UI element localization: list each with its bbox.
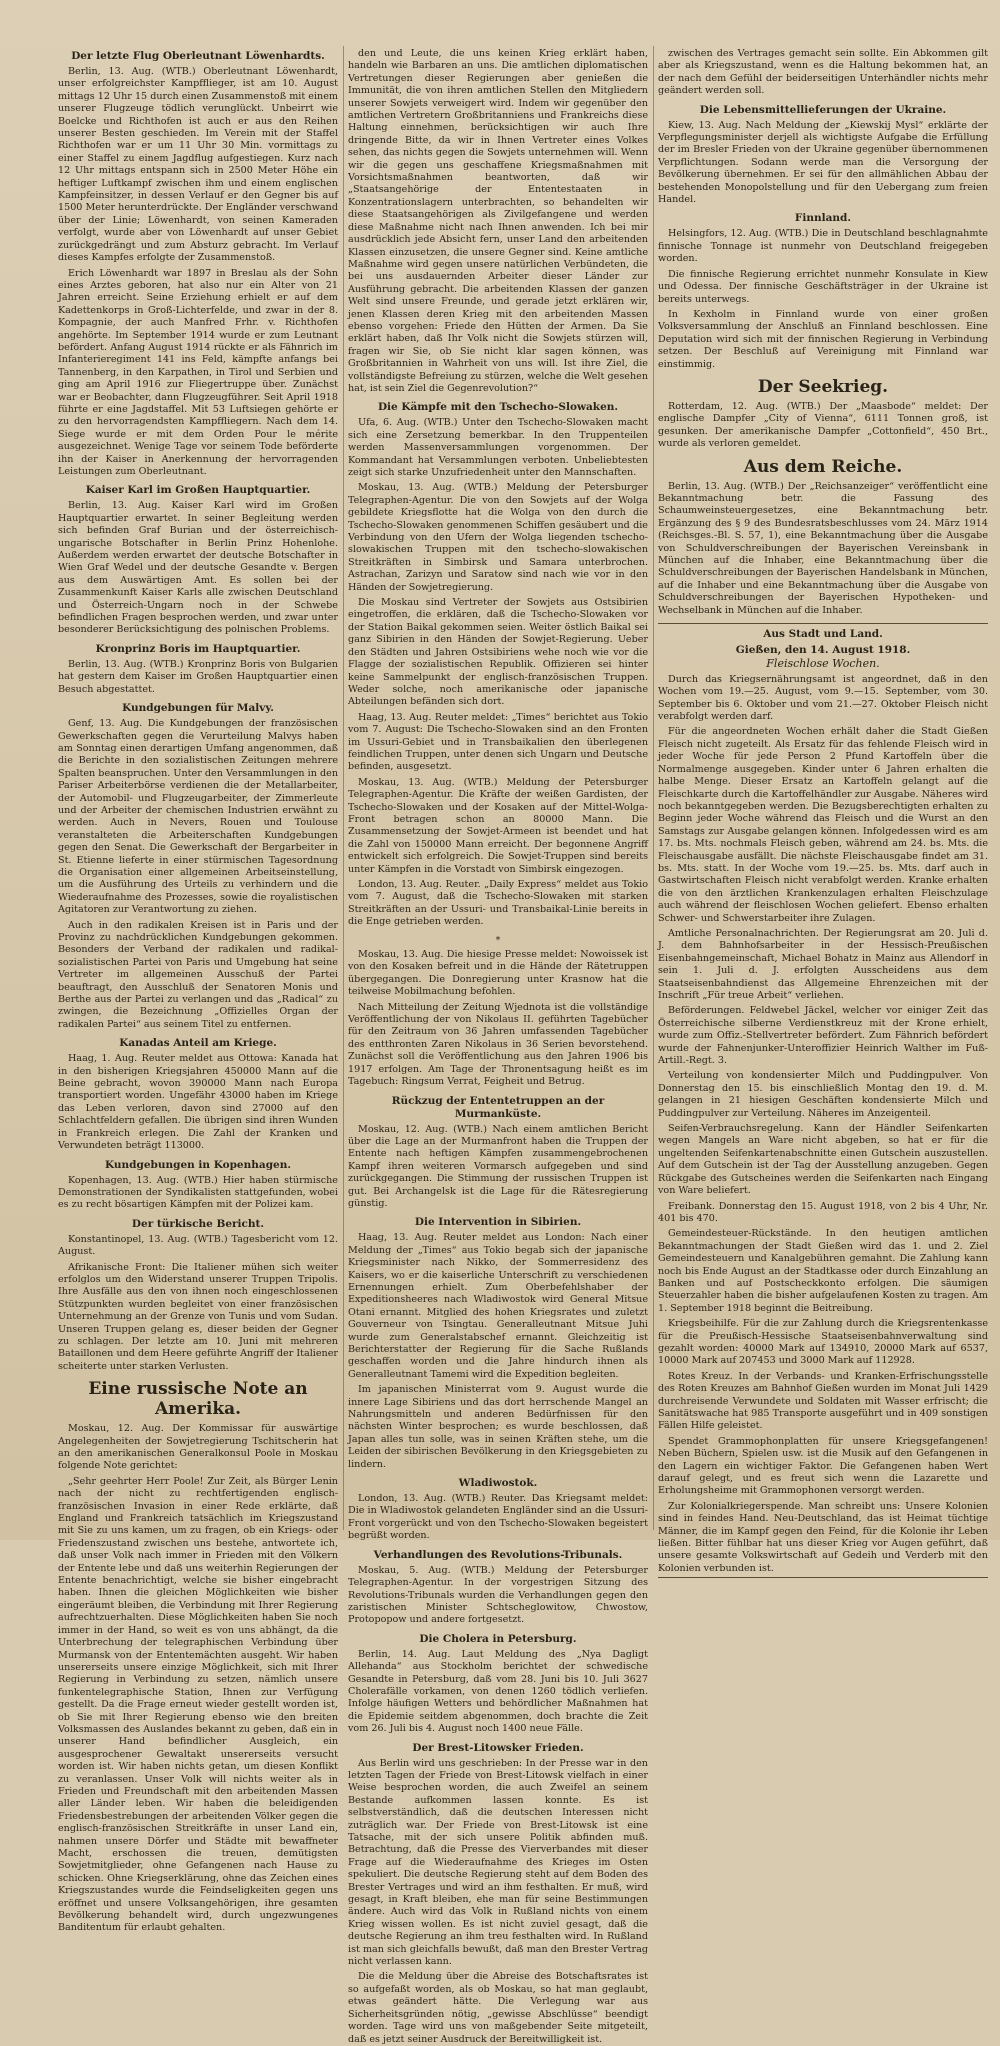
article-dateline: Gießen, den 14. August 1918.: [735, 644, 911, 657]
article: [658, 104, 988, 207]
article-title: Aus dem Reiche.: [743, 456, 903, 477]
article-paragraph: Rotterdam, 12. Aug. (WTB.) Der „Maasbode“ meldet: Der englische Dampfer „City of Vienna“, 6111 Tonnen groß, ist gesunken. Der amerikanische Dampfer „Cottonfield“, 450 Brt., wurde als verloren gemeldet.: [658, 400, 988, 450]
article: [658, 48, 988, 98]
article-paragraph: Berlin, 13. Aug. Kaiser Karl wird im Großen Hauptquartier erwartet. In seiner Begleitung werden sich befinden Graf Burian und der österreichisch-ungarische Botschafter in Berlin Prinz Hohenlohe. Außerdem werden erwartet der deutsche Botschafter in Wien Graf Wedel und der deutsche Gesandte v. Bergen aus dem Auswärtigen Amt. Es sollen bei der Zusammenkunft Kaiser Karls alle zwischen Deutschland und Österreich-Ungarn noch in der Schwebe befindlichen Fragen besprochen werden, und zwar unter besonderer Berücksichtigung des polnischen Problems.: [58, 500, 338, 636]
article-title: Verhandlungen des Revolutions-Tribunals.: [373, 1548, 623, 1561]
column-3: [658, 48, 988, 1574]
article-paragraph: Gemeindesteuer-Rückstände. In den heutigen amtlichen Bekanntmachungen der Stadt Gießen wird das 1. und 2. Ziel Gemeindesteuern und Kanalgebühren gemahnt. Die Zahlung kann noch bis Ende August an der Stadtkasse oder durch Einzahlung an Banken und auf Postscheckkonto erfolgen. Die säumigen Steuerzahler haben die bisher aufgelaufenen Kosten zu tragen. Am 1. September 1918 beginnt die Beitreibung.: [658, 1228, 988, 1314]
article-title: Finnland.: [794, 212, 852, 225]
article-paragraph: Im japanischen Ministerrat vom 9. August wurde die innere Lage Sibiriens und das dort herrschende Mangel an Nahrungsmitteln und anderen Bedürfnissen für den nächsten Winter besprochen; es wurde beschlossen, daß Japan alles tun solle, was in seinen Kräften stehe, um die Leiden der sibirischen Bevölkerung in den Kriegsgebieten zu lindern.: [348, 1384, 648, 1470]
article-paragraph: Beförderungen. Feldwebel Jäckel, welcher vor einiger Zeit das Österreichische silberne Verdienstkreuz mit der Krone erhielt, wurde zum Offiz.-Stellvertreter befördert. Zum Fähnrich befördert wurde der Fahnenjunker-Unteroffizier Heinrich Walther im Fuß-Artill.-Regt. 3.: [658, 1005, 988, 1067]
article-title: Der türkische Bericht.: [131, 1217, 265, 1230]
article: [348, 48, 648, 395]
article-paragraph: London, 13. Aug. Reuter. „Daily Express“ meldet aus Tokio vom 7. August, daß die Tschecho-Slowaken mit starken Streitkräften an der Ussuri- und Transbaikal-Linie bereits in die Enge getrieben werden.: [348, 879, 648, 928]
article-paragraph: Durch das Kriegsernährungsamt ist angeordnet, daß in den Wochen vom 19.—25. August, vom 9.—15. September, vom 30. September bis 6. Oktober und vom 21.—27. Oktober Fleisch nicht verabfolgt werden darf.: [658, 673, 988, 723]
article: [58, 484, 338, 636]
article-paragraph: zwischen des Vertrages gemacht sein sollte. Ein Abkommen gilt aber als Kriegszustand, wenn es die Haltung bekommen hat, an der nach dem Gefühl der beiderseitigen Unterhändler nichts mehr geändert werden soll.: [658, 48, 988, 97]
column-rule: [653, 46, 654, 1530]
article: [658, 212, 988, 370]
article-paragraph: Nach Mitteilung der Zeitung Wjednota ist die vollständige Veröffentlichung der von Nikolaus II. geführten Tagebücher für den Zeitraum von 36 Jahren umfassenden Tagebücher des entthronten Zaren Nikolaus in 36 Serien bevorstehend. Zunächst soll die Veröffentlichung aus den Jahren 1906 bis 1917 erfolgen. Am Tage der Thronentsagung heißt es im Tagebuch: Ringsum Verrat, Feigheit und Betrug.: [348, 1001, 648, 1088]
article-title: Die Intervention in Sibirien.: [414, 1216, 582, 1229]
article: [58, 643, 338, 696]
article-paragraph: Moskau, 5. Aug. (WTB.) Meldung der Petersburger Telegraphen-Agentur. In der vorgestrigen Sitzung des Revolutions-Tribunals wurden die Verhandlungen gegen den zaristischen Minister Schtscheglowitow, Chwostow, Protopopow und andere fortgesetzt.: [348, 1564, 648, 1626]
article: [348, 1549, 648, 1627]
article-paragraph: Haag, 13. Aug. Reuter meldet aus London: Nach einer Meldung der „Times“ aus Tokio begab sich der japanische Kriegsminister nach Nikko, der Sommerresidenz des Kaisers, wo er die kaiserliche Unterschrift zu verschiedenen Ernennungen erhielt. Zum Oberbefehlshaber der Expeditionsheeres nach Wladiwostok wird General Mitsue Otani ernannt. Mitglied des hohen Kriegsrates und zuletzt Gouverneur von Tsingtau. Generalleutnant Mitsue Juhi wurde zum Generalstabschef ernannt. Gleichzeitig ist Berichterstatter der Regierung für die Sache Rußlands geschaffen worden und die Jahre hindurch ihnen als Generalleutnant Tamemi wird die Expedition begleiten.: [348, 1232, 648, 1380]
article-title: Der Brest-Litowsker Frieden.: [412, 1741, 584, 1754]
article-title: Kundgebungen in Kopenhagen.: [104, 1158, 292, 1171]
article: [348, 1742, 648, 2046]
article: [658, 623, 988, 1578]
article: [58, 1159, 338, 1212]
article-paragraph: den und Leute, die uns keinen Krieg erklärt haben, handeln wie Barbaren an uns. Die amtlichen diplomatischen Vertretungen dieser Regierungen aber genießen die Immunität, die von ihren amtlichen Stellen den Mitgliedern unserer Sowjets verweigert wird. Indem wir gegenüber den amtlichen Vertretern Großbritanniens und Frankreichs diese Haltung einnehmen, berücksichtigen wir auch Ihre dringende Bitte, da wir in Ihnen Vertreter eines Volkes sehen, das nichts gegen die Sowjets unternehmen will. Wenn wir die gegen uns geschaffene Kriegsmaßnahmen mit Vorsichtsmaßnahmen beantworten, daß wir „Staatsangehörige der Ententestaaten in Konzentrationslagern unterbrachten, so behandelten wir diese Staatsangehörigen als Zivilgefangene und werden diese Maßnahme nicht nach Ihnen anwenden. Ich bei mir ausdrücklich jede Absicht fern, unser Land den arbeitenden Klassen einzusetzen, die unsere Gegner sind. Keine amtliche Maßnahme wird gegen unsere natürlichen Verbündeten, die bei uns ausdauernden Arbeiter dieser Länder zur Ausführung gebracht. Die arbeitenden Klassen der ganzen Welt sind unsere Freunde, und gerade jetzt erklären wir, jenen Klassen deren Krieg mit den arbeitenden Massen ebenso vorgehen: Friede den Hütten der Armen. Da Sie erklärt haben, daß Ihr Volk nicht die Sowjets stürzen will, fragen wir Sie, ob Sie nicht klar sagen können, was Großbritannien in Wahrheit von uns will. Ist ihre Ziel, die vollständigste Befreiung zu stürzen, welche die Welt gesehen hat, ist sein Ziel die Gegenrevolution?“: [348, 48, 648, 394]
article: [58, 702, 338, 1031]
article-title: Die Kämpfe mit den Tschecho-Slowaken.: [377, 401, 619, 414]
section-divider: *: [495, 935, 501, 946]
article-paragraph: Berlin, 13. Aug. (WTB.) Kronprinz Boris von Bulgarien hat gestern dem Kaiser im Großen Hauptquartier einen Besuch abgestattet.: [58, 658, 338, 695]
article-paragraph: Kriegsbeihilfe. Für die zur Zahlung durch die Kriegsrentenkasse für die Preußisch-Hessische Staatseisenbahnverwaltung sind gezahlt worden: 40000 Mark auf 134910, 20000 Mark auf 6537, 10000 Mark auf 207453 und 3000 Mark auf 112928.: [658, 1318, 988, 1367]
article: [348, 1477, 648, 1543]
article-paragraph: Afrikanische Front: Die Italiener mühen sich weiter erfolglos um den Widerstand unserer Truppen Tripolis. Ihre Ausfälle aus den von ihnen noch eingeschlossenen Stützpunkten wurden begleitet von einer französischen Unternehmung an der Grenze von Tunis und vom Sudan. Unseren Truppen gelang es, dieser beiden der Gegner zu schlagen. Der letzte am 10. Juni mit mehreren Bataillonen und dem Heere geführte Angriff der Italiener scheiterte unter starken Verlusten.: [58, 1261, 338, 1372]
article: [658, 457, 988, 617]
article-title: Kaiser Karl im Großen Hauptquartier.: [85, 484, 311, 497]
article-paragraph: Haag, 1. Aug. Reuter meldet aus Ottowa: Kanada hat in den bisherigen Kriegsjahren 450000 Mann auf die Beine gebracht, wovon 390000 Mann nach Europa transportiert worden. Ungefähr 43000 haben im Kriege das Leben verloren, davon sind 27000 auf den Schlachtfeldern gefallen. Die übrigen sind ihren Wunden in Frankreich erlegen. Die Zahl der Kranken und Verwundeten beträgt 113000.: [58, 1053, 338, 1152]
article-title: Die Lebensmittellieferungen der Ukraine.: [699, 103, 947, 116]
article-paragraph: Kopenhagen, 13. Aug. (WTB.) Hier haben stürmische Demonstrationen der Syndikalisten stattgefunden, wobei es zu recht bösartigen Kämpfen mit der Polizei kam.: [58, 1174, 338, 1211]
article-paragraph: Genf, 13. Aug. Die Kundgebungen der französischen Gewerkschaften gegen die Verurteilung Malvys haben am Sonntag einen derartigen Umfang angenommen, daß die Berichte in den sozialistischen Zeitungen mehrere Spalten beanspruchen. Unter den Versammlungen in den Pariser Arbeiterbörse verdienen die der Metallarbeiter, der Automobil- und Flugzeugarbeiter, der Zimmerleute und der Arbeiter der chemischen Industrien erwähnt zu werden. Auch in Nevers, Rouen und Toulouse veranstalteten die Arbeiterschaften Kundgebungen gegen den Senat. Die Gewerkschaft der Bergarbeiter in St. Etienne lieferte in einer stürmischen Tagesordnung die Organisation einer allgemeinen Arbeitseinstellung, um die Ausführung des Urteils zu verhindern und die Wiederaufnahme des Prozesses, sowie die royalistischen Agitatoren zur Verantwortung zu ziehen.: [58, 718, 338, 916]
article-paragraph: Berlin, 14. Aug. Laut Meldung des „Nya Dagligt Allehanda“ aus Stockholm berichtet der schwedische Gesandte in Petersburg, daß vom 28. Juni bis 10. Juli 3627 Cholerafälle vorkamen, von denen 1260 tödlich verliefen. Infolge häufigen Wetters und behördlicher Maßnahmen hat die Epidemie seitdem abgenommen, doch brachte die Zeit vom 26. Juli bis 4. August noch 1400 neue Fälle.: [348, 1648, 648, 1735]
article-paragraph: Die Moskau sind Vertreter der Sowjets aus Ostsibirien eingetroffen, die erklären, daß die Tschecho-Slowaken vor der Station Baikal gekommen seien. Weiter östlich Baikal sei ganz Sibirien in den Händen der Sowjet-Regierung. Ueber den Städten und Jahren Ostsibiriens wehe noch wie vor die Flagge der sozialistischen Republik. Offizieren sei hinter keine Sammelpunkt der englisch-französischen Truppen. Weder solche, noch amerikanische oder japanische Abteilungen befänden sich dort.: [348, 597, 648, 708]
article-title: Rückzug der Ententetruppen an der Murmanküste.: [391, 1094, 605, 1120]
article-paragraph: Haag, 13. Aug. Reuter meldet: „Times“ berichtet aus Tokio vom 7. August: Die Tschecho-Slowaken sind an den Fronten im Ussuri-Gebiet und in Transbaikalien den überlegenen feindlichen Truppen, unter denen sich Ungarn und Deutsche befinden, ausgesetzt.: [348, 711, 648, 773]
article: [58, 1218, 338, 1373]
column-rule: [343, 46, 344, 1530]
article: [348, 1095, 648, 1211]
article-title: Der letzte Flug Oberleutnant Löwenhardts.: [71, 50, 325, 62]
article: [58, 1037, 338, 1152]
article-paragraph: Für die angeordneten Wochen erhält daher die Stadt Gießen Fleisch nicht zugeteilt. Als Ersatz für das fehlende Fleisch wird in jeder Woche für jede Person 2 Pfund Kartoffeln über die Normalmenge ausgegeben. Kinder unter 6 Jahren erhalten die halbe Menge. Dieser Ersatz an Kartoffeln gelangt auf die Fleischkarte durch die Kartoffelhändler zur Ausgabe. Näheres wird noch bekanntgegeben werden. Die Bezugsberechtigten erhalten zu Beginn jeder Woche während das Fleisch und die Wurst an den Samstags zur Ausgabe gelangen können. Infolgedessen wird es am 17. bs. Mts. nochmals Fleisch geben, während am 24. bs. Mts. die Fleischausgabe ausfällt. Die nächste Fleischausgabe findet am 31. bs. Mts. statt. In der Woche vom 19.—25. bs. Mts. darf auch in Gastwirtschaften Fleisch nicht verabfolgt werden. Kranke erhalten die von den ärztlichen Krankenzulagen erhalten Fleischzulage auch während der fleischlosen Wochen geliefert. Ebenso erhalten Schwer- und Schwerstarbeiter ihre Zulagen.: [658, 726, 988, 924]
article-paragraph: Freibank. Donnerstag den 15. August 1918, von 2 bis 4 Uhr, Nr. 401 bis 470.: [658, 1200, 988, 1224]
column-1: [58, 48, 338, 1934]
article-paragraph: Die die Meldung über die Abreise des Botschaftsrates ist so aufgefaßt worden, als ob Moskau, so hat man geglaubt, etwas geändert hätte. Die Verlegung war aus Sicherheitsgründen nötig, „gewisse Abschlüsse“ beendigt worden. Tage wird uns von maßgebender Seite mitgeteilt, daß es jetzt seiner Ausdruck der Bereitwilligkeit ist.: [348, 1971, 648, 2045]
column-2: [348, 48, 648, 2045]
article-paragraph: Verteilung von kondensierter Milch und Puddingpulver. Von Donnerstag den 15. bis einschließlich Montag den 19. d. M. gelangen in 21 hiesigen Geschäften kondensierte Milch und Puddingpulver zur Verteilung. Näheres im Anzeigenteil.: [658, 1070, 988, 1119]
article: [58, 50, 338, 478]
article-paragraph: Die finnische Regierung errichtet nunmehr Konsulate in Kiew und Odessa. Der finnische Geschäftsträger in der Ukraine ist bereits unterwegs.: [658, 268, 988, 305]
article-paragraph: Zur Kolonialkriegerspende. Man schreibt uns: Unsere Kolonien sind in feindes Hand. Neu-Deutschland, das ist Heimat tüchtige Männer, die im Kampf gegen den Feind, für die Kolonie ihr Leben ließen. Bitter fühlbar hat uns dieser Krieg vor Augen geführt, daß unsere gesamte Volkswirtschaft auf Gedeih und Verderb mit den Kolonien verbunden ist.: [658, 1500, 988, 1574]
article-title: Die Cholera in Petersburg.: [419, 1632, 577, 1645]
article-paragraph: Seifen-Verbrauchsregelung. Kann der Händler Seifenkarten wegen Mangels an Ware nicht abgeben, so hat er für die ungeltenden Seifenkartenabschnitte einen Gutschein auszustellen. Auf dem Gutschein ist der Tag der Ausstellung anzugeben. Gegen Rückgabe des Gutscheines werden die Seifenkarten nach Eingang von Ware beliefert.: [658, 1123, 988, 1197]
article-paragraph: Moskau, 13. Aug. (WTB.) Meldung der Petersburger Telegraphen-Agentur. Die Kräfte der weißen Gardisten, der Tschecho-Slowaken und der Kosaken auf der Mittel-Wolga-Front betragen schon an 80000 Mann. Die Zusammensetzung der Sowjet-Armeen ist beendet und hat die Zahl von 150000 Mann erreicht. Der begonnene Angriff entwickelt sich erfolgreich. Die Sowjet-Truppen sind bereits unter Kämpfen in die Vorstadt von Simbirsk eingezogen.: [348, 776, 648, 875]
article: [348, 401, 648, 928]
article-title: Wladiwostok.: [458, 1477, 538, 1490]
article: [658, 377, 988, 451]
article-paragraph: Spendet Grammophonplatten für unsere Kriegsgefangenen! Neben Büchern, Spielen usw. ist die Musik auf den Gefangenen in den Lagern ein wichtiger Faktor. Die Gefangenen haben Wert darauf gelegt, und es freut sich wenn die Lazarette und Erholungsheime mit Grammophonen versorgt werden.: [658, 1435, 988, 1497]
article-paragraph: Auch in den radikalen Kreisen ist in Paris und der Provinz zu nachdrücklichen Kundgebungen gekommen. Besonders der Verband der radikalen und radikal-sozialistischen Partei von Paris und Umgebung hat seine Vertreter im allgemeinen Ausschuß der Partei beauftragt, den Ausschluß der Senatoren Monis und Berthe aus der Partei zu verlangen und das „Radical“ zu zwingen, die Bezeichnung „Offizielles Organ der radikalen Partei“ aus seinem Titel zu entfernen.: [58, 919, 338, 1030]
article-paragraph: Moskau, 13. Aug. Die hiesige Presse meldet: Nowoissek ist von den Kosaken befreit und in die Hände der Rätetruppen übergegangen. Die Donregierung unter Krasnow hat die teilweise Mobilmachung befohlen.: [348, 949, 648, 998]
article-title: Kronprinz Boris im Hauptquartier.: [95, 642, 301, 655]
article-paragraph: Berlin, 13. Aug. (WTB.) Oberleutnant Löwenhardt, unser erfolgreichster Kampfflieger, ist am 10. August mittags 12 Uhr 15 durch einen Zusammenstoß mit einem unserer Flugzeuge tödlich verunglückt. Unbeirrt wie Boelcke und Richthofen ist auch er aus den Reihen unserer Besten geschieden. Im Verein mit der Staffel Richthofen war er um 11 Uhr 30 Min. vormittags zu einer Staffel zu einem Jagdflug aufgestiegen. Kurz nach 12 Uhr mittags entspann sich in 2500 Meter Höhe ein heftiger Luftkampf zwischen ihm und einem englischen Kampfeinsitzer, in dessen Verlauf er den Gegner bis auf 1500 Meter herunterdrückte. Der Engländer verschwand über der Linie; Löwenhardt, von seinen Kameraden verfolgt, wurde aber von Löwenhardt auf unser Gebiet zurückgedrängt und zum Absturz gebracht. Im Verlauf dieses Kampfes erfolgte der Zusammenstoß.: [58, 66, 338, 264]
article-paragraph: Aus Berlin wird uns geschrieben: In der Presse war in den letzten Tagen der Friede von Brest-Litowsk vielfach in einer Weise besprochen worden, die auch Zweifel an seinem Bestande aufkommen lassen konnte. Es ist selbstverständlich, daß die deutschen Interessen nicht zuträglich war. Der Friede von Brest-Litowsk ist eine Tatsache, mit der sich unsere Politik abfinden muß. Betrachtung, daß die Presse des Vierverbandes mit dieser Frage auf die Wiederaufnahme des Krieges im Osten spekuliert. Die deutsche Regierung steht auf dem Boden des Brester Vertrages und wird an ihm festhalten. Er muß, wird gesagt, in Kraft bleiben, ehe man für seine Bestimmungen ändere. Auch wird das Volk in Rußland nichts von einem Krieg wissen wollen. Es ist nicht zuviel gesagt, daß die deutsche Regierung an ihm treu festhalten wird. In Rußland ist man sich gleichfalls bewußt, daß man den Brester Vertrag nicht verlassen kann.: [348, 1757, 648, 1968]
article-paragraph: Moskau, 12. Aug. (WTB.) Nach einem amtlichen Bericht über die Lage an der Murmanfront haben die Truppen der Entente nach heftigen Kämpfen zusammengebrochenen Kampf ihren weiteren Vormarsch aufgegeben und sind zurückgegangen. Die Stimmung der russischen Truppen ist gut. Bei Archangelsk ist die Lage für die Rätesregierung günstig.: [348, 1123, 648, 1209]
article-subtitle: Fleischlose Wochen.: [766, 657, 880, 671]
article: [348, 935, 648, 1089]
article-paragraph: Rotes Kreuz. In der Verbands- und Kranken-Erfrischungsstelle des Roten Kreuzes am Bahnhof Gießen wurden im Monat Juli 1429 durchreisende Verwundete und Soldaten mit Wasser erfrischt; die Sanitätswache hat 985 Transporte ausgeführt und in 409 sonstigen Fällen Hilfe geleistet.: [658, 1370, 988, 1432]
article-title: Kundgebungen für Malvy.: [122, 702, 274, 715]
article-paragraph: Konstantinopel, 13. Aug. (WTB.) Tagesbericht vom 12. August.: [58, 1233, 338, 1258]
article-paragraph: „Sehr geehrter Herr Poole! Zur Zeit, als Bürger Lenin nach der nicht zu rechtfertigenden englisch-französischen Invasion in einer Rede erklärte, daß England und Frankreich tatsächlich im Kriegszustand mit Sie zu uns kamen, um zu fragen, ob ein Kriegs- oder Friedenszustand zwischen uns bestehe, antwortete ich, daß unser Volk nach immer in Frieden mit den Völkern der Entente lebe und daß uns weiterhin Regierungen der Entente benachrichtigt, welche sie bisher eingebracht haben. Ihnen die gleichen Möglichkeiten wie bisher eingeräumt bleiben, die Verbindung mit Ihrer Regierung aufrechtzuerhalten. Diese Möglichkeiten haben Sie noch immer in der Hand, so weit es von uns abhängt, da die Unterbrechung der telegraphischen Verbindung über Murmansk von der Ententemächten ausgeht. Wir haben unsererseits unsere einzige Möglichkeit, sich mit Ihrer Regierung in Verbindung zu setzen, nämlich unsere funkentelegraphische Station, Ihnen zur Verfügung gestellt. Da die Frage erneut wieder gestellt worden ist, ob Sie mit Ihrer Regierung ebenso wie den breiten Volksmassen des Auslandes bekannt zu geben, daß ein in unserer Hand befindlicher Ausgleich, ein ausgesprochener Gewaltakt unsererseits versucht worden ist. Wir haben nichts getan, um diesen Konflikt zu veranlassen. Unser Volk will nichts weiter als in Frieden und Freundschaft mit den arbeitenden Massen aller Länder leben. Wir haben die beleidigenden Friedensbestrebungen der arbeitenden Völker gegen die englisch-französischen Streitkräfte in unser Land ein, nahmen unsere Dörfer und Städte mit bewaffneter Macht, erschossen die treuen, demütigsten Sowjetmitglieder, ohne Gefangenen nach Hause zu schicken. Ohne Kriegserklärung, ohne das Zeichen eines Kriegszustandes wurde die Feindseligkeiten gegen uns eröffnet und unsere Volksangehörigen, ihre gesamten Bevölkerung behandelt wird, durch ungezwungenes Banditentum für erlaubt gehalten.: [58, 1475, 338, 1934]
article-paragraph: Moskau, 12. Aug. Der Kommissar für auswärtige Angelegenheiten der Sowjetregierung Tschitscherin hat an den amerikanischen Generalkonsul Poole in Moskau folgende Note gerichtet:: [58, 1423, 338, 1472]
article-paragraph: Helsingfors, 12. Aug. (WTB.) Die in Deutschland beschlagnahmte finnische Tonnage ist nunmehr von Deutschland freigegeben worden.: [658, 228, 988, 265]
article-paragraph: Berlin, 13. Aug. (WTB.) Der „Reichsanzeiger“ veröffentlicht eine Bekanntmachung betr. die Fassung des Schaumweinsteuergesetzes, eine Bekanntmachung betr. Ergänzung des § 9 des Bundesratsbeschlusses vom 24. März 1914 (Reichsges.-Bl. S. 57, 1), eine Bekanntmachung über die Ausgabe von Schuldverschreibungen der Bayerischen Vereinsbank in München auf die Inhaber, eine Bekanntmachung über die Schuldverschreibungen der Bayerischen Handelsbank in München, auf die Inhaber und eine Bekanntmachung über die Ausgabe von Schuldverschreibungen der Bayerischen Hypotheken- und Wechselbank in München auf die Inhaber.: [658, 480, 988, 616]
article-paragraph: Ufa, 6. Aug. (WTB.) Unter den Tschecho-Slowaken macht sich eine Zersetzung bemerkbar. In den Truppenteilen werden Massenversammlungen vorgenommen. Der Kommandant hat Versammlungen verboten. Unbeliebtesten zeigt sich starke Unzufriedenheit unter den Mannschaften.: [348, 417, 648, 478]
article: [58, 1379, 338, 1935]
article-paragraph: In Kexholm in Finnland wurde von einer großen Volksversammlung der Anschluß an Finnland beschlossen. Eine Deputation wird sich mit der finnischen Regierung in Verbindung setzen. Der Beschluß auf Vereinigung mit Finnland war einstimmig.: [658, 308, 988, 370]
article: [348, 1633, 648, 1736]
article-title: Aus Stadt und Land.: [763, 628, 883, 641]
article-paragraph: Amtliche Personalnachrichten. Der Regierungsrat am 20. Juli d. J. dem Bahnhofsarbeiter in der Hessisch-Preußischen Eisenbahngemeinschaft, Michael Bohatz in Mainz aus Allendorf in sein 1. Juli d. J. erfolgten Ausscheidens aus dem Staatseisenbahndienst das Allgemeine Ehrenzeichen mit der Inschrift „Für treue Arbeit“ verliehen.: [658, 927, 988, 1001]
article-paragraph: London, 13. Aug. (WTB.) Reuter. Das Kriegsamt meldet: Die in Wladiwostok gelandeten Engländer sind an die Ussuri-Front vorgerückt und von den Tschecho-Slowaken begeistert begrüßt worden.: [348, 1493, 648, 1542]
article-title: Eine russische Note an Amerika.: [88, 1379, 308, 1420]
article-paragraph: Kiew, 13. Aug. Nach Meldung der „Kiewskij Mysl“ erklärte der Verpflegungsminister derjell als wichtigste Aufgabe die Erfüllung der im Bresler Frieden von der Ukraine gegenüber übernommenen Verpflichtungen. Sodann werde man die Versorgung der Bevölkerung übernehmen. Er sei für den allmählichen Abbau der bestehenden Monopolstellung und für den Uebergang zum freien Handel.: [658, 119, 988, 206]
article-title: Der Seekrieg.: [757, 376, 889, 397]
article: [348, 1216, 648, 1471]
article-paragraph: Moskau, 13. Aug. (WTB.) Meldung der Petersburger Telegraphen-Agentur. Die von den Sowjets auf der Wolga gebildete Kriegsflotte hat die Wolga von den durch die Tschecho-Slowaken genommenen Schiffen gesäubert und die Verbindung von den Ufern der Wolga liegenden tschecho-slowakischen Truppen mit den tschecho-slowakischen Streitkräften in Simbirsk und Samara unterbrochen. Astrachan, Zarizyn und Saratow sind nach wie vor in den Händen der Sowjetregierung.: [348, 482, 648, 593]
article-paragraph: Erich Löwenhardt war 1897 in Breslau als der Sohn eines Arztes geboren, hat also nur ein Alter von 21 Jahren erreicht. Seine Erziehung erhielt er auf dem Kadettenkorps in Groß-Lichterfelde, und zwar in der 8. Kompagnie, der auch Manfred Frhr. v. Richthofen angehörte. Im September 1914 wurde er zum Leutnant befördert. Anfang August 1914 rückte er als Fähnrich im Infanterieregiment 141 ins Feld, kämpfte anfangs bei Tannenberg, in den Karpathen, in Tirol und Serbien und ging am April 1916 zur Fliegertruppe über. Zunächst war er Beobachter, dann Flugzeugführer. Seit April 1918 führte er eine Jagdstaffel. Mit 53 Luftsiegen gehörte er zu den hervorragendsten Kampffliegern. Nach dem 14. Siege wurde er mit dem Orden Pour le mérite ausgezeichnet. Wenige Tage vor seinem Tode beförderte ihn der Kaiser in Anerkennung der hervorragenden Leistungen zum Oberleutnant.: [58, 267, 338, 477]
article-title: Kanadas Anteil am Kriege.: [119, 1037, 277, 1050]
